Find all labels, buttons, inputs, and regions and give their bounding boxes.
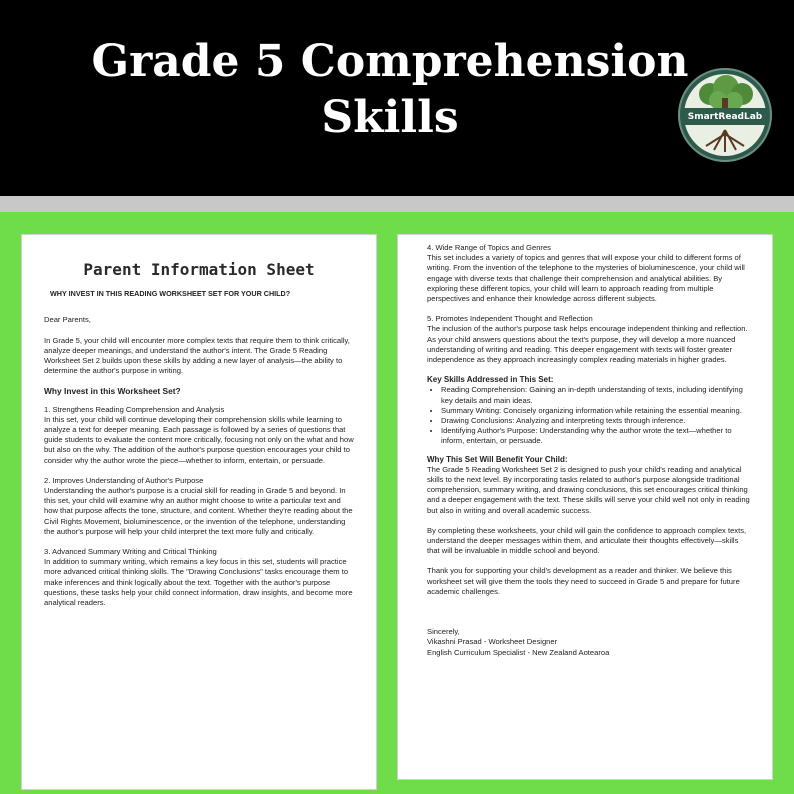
section-title: 5. Promotes Independent Thought and Reflection (427, 314, 593, 324)
skills-list (427, 385, 752, 446)
skills-heading: Key Skills Addressed in This Set: (427, 375, 554, 385)
thanks-paragraph: Thank you for supporting your child's development as a reader and thinker. We believe this worksheet set will give them the tools they need to succeed in Grade 5 and prepare for future academic challenges. (427, 566, 740, 596)
section-4 (427, 243, 752, 304)
title-line-2: Skills (321, 92, 459, 143)
page-title (40, 34, 740, 146)
section-title: 2. Improves Understanding of Author's Purpose (44, 475, 204, 485)
section-5 (427, 314, 752, 365)
section-1 (44, 405, 354, 466)
list-item: • Drawing Conclusions: Analyzing and interpreting texts through inference. (441, 416, 752, 426)
left-worksheet-page (21, 234, 377, 790)
section-2 (44, 476, 354, 537)
logo-text: SmartReadLab (687, 112, 763, 122)
greeting: Dear Parents, (44, 315, 91, 325)
section-title: 4. Wide Range of Topics and Genres (427, 243, 551, 252)
list-item: • Identifying Author's Purpose: Understanding why the author wrote the text—whether to inform, entertain, or persuade. (441, 426, 752, 446)
list-item: • Summary Writing: Concisely organizing information while retaining the essential meaning. (441, 406, 752, 416)
section-body: In this set, your child will continue developing their comprehension skills while learning to analyze a text for deeper meaning. Each passage is followed by a series of questions that guide students to evaluate the content more critically, focusing not only on the what and how but also on the why. The addition of the author's purpose question encourages your child to consider why the author wrote the piece—whether to inform, entertain, or persuade. (44, 414, 354, 465)
why-heading: Why Invest in this Worksheet Set? (44, 386, 181, 397)
grey-divider (0, 196, 794, 212)
section-3 (44, 547, 354, 608)
list-item: • Reading Comprehension: Gaining an in-depth understanding of texts, including identifying key details and main ideas. (441, 385, 752, 405)
signer-role: English Curriculum Specialist - New Zealand Aotearoa (427, 647, 610, 657)
sign-off: Sincerely, (427, 627, 460, 637)
sheet-title: Parent Information Sheet (83, 260, 315, 279)
smartreadlab-logo (678, 68, 772, 162)
benefit-paragraph: The Grade 5 Reading Worksheet Set 2 is designed to push your child's reading and analytical skills to the next level. By incorporating tasks related to author's purpose alongside traditional comprehension, summary writing, and drawing conclusions, this set encourages critical thinking and a deeper engagement with the text. These skills will serve your child well not only in reading but also in writing and overall academic success. (427, 464, 750, 515)
sheet-subtitle: WHY INVEST IN THIS READING WORKSHEET SET FOR YOUR CHILD? (50, 289, 291, 299)
section-body: This set includes a variety of topics and genres that will expose your child to different forms of writing. From the invention of the telephone to the mysteries of bioluminescence, your child will engage with diverse texts that challenge their comprehension and analytical abilities. By exploring these different topics, your child will learn to approach reading from multiple perspectives and enhance their knowledge across different subjects. (427, 253, 745, 304)
signer-name: Vikashni Prasad - Worksheet Designer (427, 637, 558, 647)
section-body: In addition to summary writing, which remains a key focus in this set, students will practice more advanced critical thinking skills. The "Drawing Conclusions" tasks encourage them to make inferences and think logically about the text. Together with the author's purpose questions, these tasks help your child connect information, draw insights, and become more analytical readers. (44, 557, 353, 608)
section-body: Understanding the author's purpose is a crucial skill for reading in Grade 5 and beyond. In this set, your child will examine why an author might choose to write a particular text and how that purpose affects the tone, structure, and content. Whether they're reading about the Civil Rights Movement, bioluminescence, or the invention of the telephone, understanding the author's purpose will help your child interpret the text more fully and critically. (44, 486, 353, 536)
benefit-heading: Why This Set Will Benefit Your Child: (427, 454, 568, 464)
title-line-1: Grade 5 Comprehension (91, 36, 689, 87)
section-body: The inclusion of the author's purpose task helps encourage independent thinking and reflection. As your child answers questions about the text's purpose, they will develop a more nuanced understanding of writing and reading. This deeper engagement with texts will foster greater independence as they approach increasingly complex reading materials in higher grades. (427, 324, 748, 365)
section-title: 1. Strengthens Reading Comprehension and Analysis (44, 404, 225, 414)
right-worksheet-page (397, 234, 773, 780)
section-title: 3. Advanced Summary Writing and Critical Thinking (44, 547, 217, 557)
completion-paragraph: By completing these worksheets, your child will gain the confidence to approach complex texts, understand the deeper messages within them, and articulate their thoughts effectively—skills that will be invaluable in middle school and beyond. (427, 525, 747, 556)
header-banner (0, 0, 794, 196)
intro-paragraph: In Grade 5, your child will encounter more complex texts that require them to think critically, analyze deeper meanings, and understand the author's intent. The Grade 5 Reading Worksheet Set 2 builds upon these skills by adding a new layer of analysis—the ability to determine the author's purpose in writing. (44, 335, 350, 376)
signature-block (427, 627, 752, 658)
